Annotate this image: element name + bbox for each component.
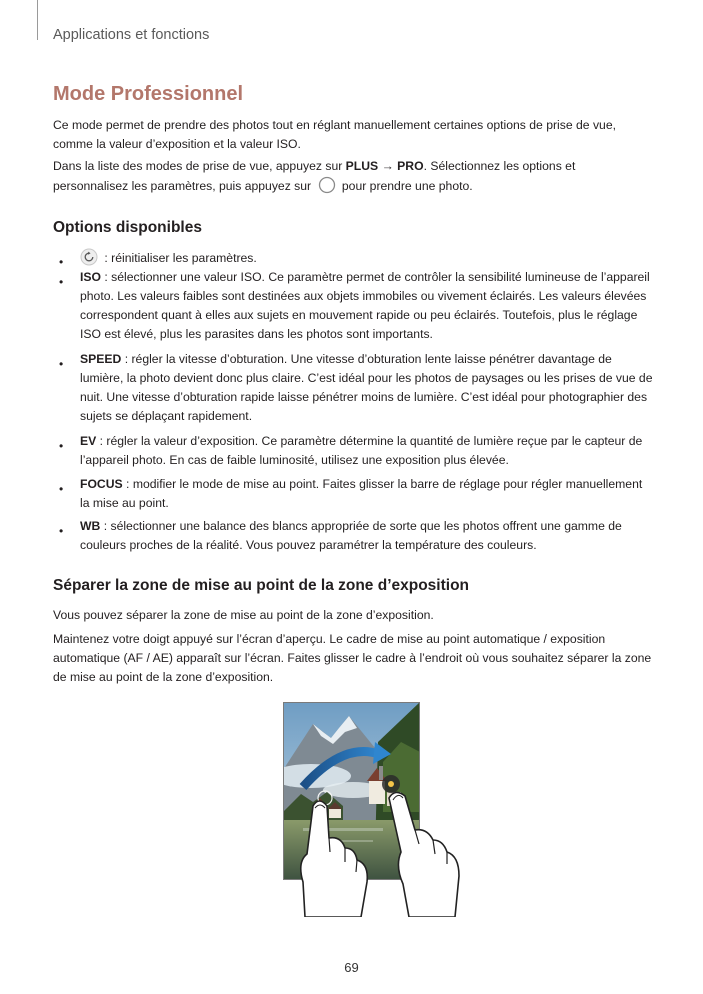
intro-paragraph-2: [53, 157, 653, 200]
option-focus: [80, 475, 655, 513]
page-number: 69: [344, 960, 359, 975]
intro-paragraph-1: Ce mode permet de prendre des photos tout en réglant manuellement certaines options de prise de vue, comme la valeur d’exposition et la valeur ISO.: [53, 118, 616, 151]
option-wb: [80, 517, 655, 555]
option-text: : réinitialiser les paramètres.: [101, 251, 257, 265]
af-ae-illustration: [283, 702, 463, 917]
shutter-icon: [318, 176, 336, 200]
option-ev: [80, 432, 655, 470]
option-label: SPEED: [80, 352, 122, 366]
page-header: Applications et fonctions: [53, 27, 210, 43]
option-label: ISO: [80, 270, 101, 284]
bullet: •: [59, 524, 64, 538]
option-label: WB: [80, 519, 101, 533]
separate-heading: Séparer la zone de mise au point de la zone d’exposition: [53, 577, 470, 594]
option-text: : modifier le mode de mise au point. Faites glisser la barre de réglage pour régler manuellement la mise au point.: [80, 477, 643, 510]
bullet: •: [59, 357, 64, 371]
intro-text: . Sélectionnez les options et personnalisez les paramètres, puis appuyez sur: [53, 159, 576, 193]
option-label: EV: [80, 434, 97, 448]
plus-label: PLUS: [345, 159, 379, 173]
bullet: •: [59, 482, 64, 496]
bullet: •: [59, 439, 64, 453]
option-iso: [80, 268, 655, 344]
pro-label: PRO: [397, 159, 424, 173]
option-speed: [80, 350, 655, 426]
header-rule: [37, 0, 38, 40]
separate-paragraph-1: Vous pouvez séparer la zone de mise au point de la zone d’exposition.: [53, 608, 434, 622]
arrow-glyph: →: [378, 159, 398, 173]
option-text: : régler la valeur d’exposition. Ce paramètre détermine la quantité de lumière reçue par le capteur de l’appareil photo. En cas de faible luminosité, utilisez une exposition plus élevée.: [80, 434, 643, 467]
section-title: Mode Professionnel: [53, 83, 244, 105]
intro-text: Dans la liste des modes de prise de vue, appuyez sur: [53, 159, 346, 173]
bullet: •: [59, 255, 64, 269]
bullet: •: [59, 275, 64, 289]
option-text: : régler la vitesse d’obturation. Une vitesse d’obturation lente laisse pénétrer davantage de lumière, la photo devient donc plus claire. C’est idéal pour les photos de paysages ou les prises de vue de nuit. Une vitesse d’obturation rapide laisse pénétrer moins de lumière. C’est idéal pour photographier des sujets se déplaçant rapidement.: [80, 352, 653, 423]
separate-paragraph-2: Maintenez votre doigt appuyé sur l’écran d’aperçu. Le cadre de mise au point automatique / exposition automatique (AF / AE) apparaît sur l’écran. Faites glisser le cadre à l’endroit où vous souhaitez séparer la zone de mise au point de la zone d’exposition.: [53, 632, 652, 684]
intro-text: pour prendre une photo.: [338, 179, 473, 193]
options-heading: Options disponibles: [53, 219, 202, 236]
option-text: : sélectionner une valeur ISO. Ce paramètre permet de contrôler la sensibilité lumineuse de l’appareil photo. Les valeurs faibles sont destinées aux objets immobiles ou vivement éclairés. Les valeurs élevées correspondent quant à elles aux sujets en mouvement rapide ou peu éclairés. Toutefois, plus le réglage ISO est élevé, plus les parasites dans les photos sont importants.: [80, 270, 650, 341]
option-text: : sélectionner une balance des blancs appropriée de sorte que les photos offrent une gamme de couleurs proches de la réalité. Vous pouvez paramétrer la température des couleurs.: [80, 519, 622, 552]
option-label: FOCUS: [80, 477, 123, 491]
